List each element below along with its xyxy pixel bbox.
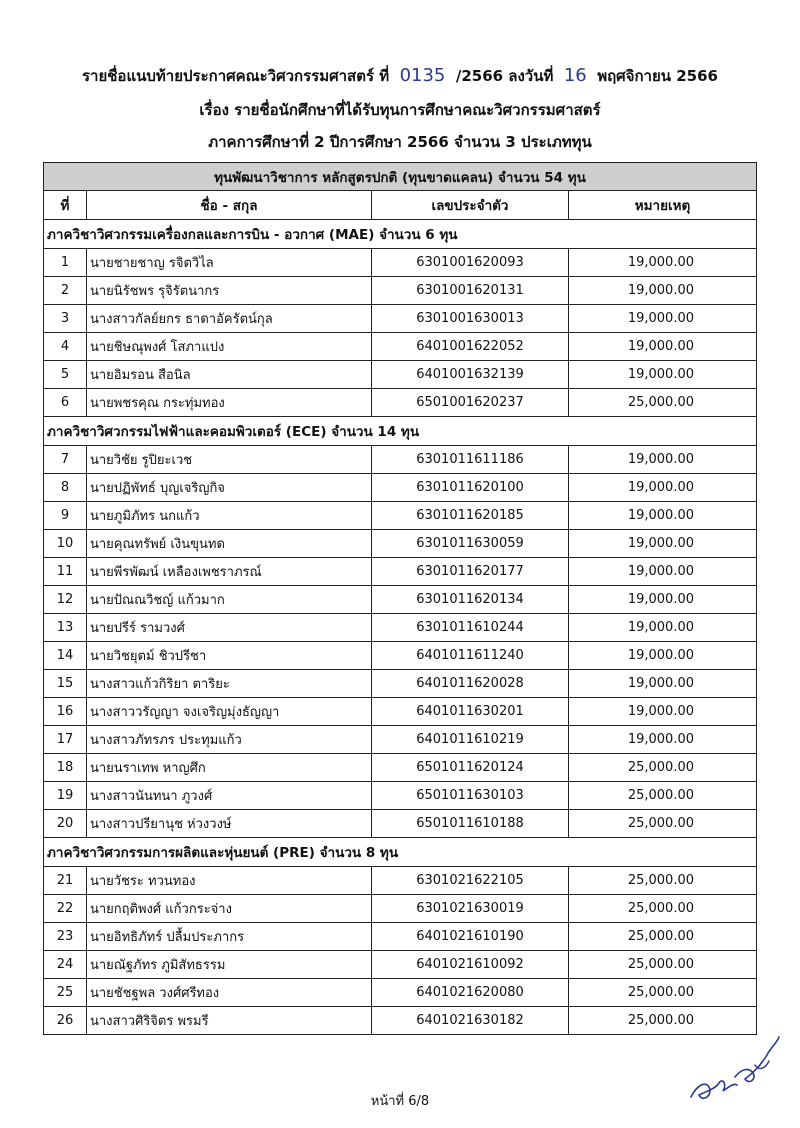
section-title: ภาควิชาวิศวกรรมการผลิตและหุ่นยนต์ (PRE) จำนวน 8 ทุน: [44, 838, 757, 867]
table-row: [44, 333, 757, 361]
table-row: [44, 951, 757, 979]
table-row: [44, 810, 757, 838]
table-row: [44, 642, 757, 670]
table-row: [44, 446, 757, 474]
table-row: [44, 867, 757, 895]
student-name: นายนิรัชพร รุจิรัตนากร: [87, 277, 372, 305]
student-id: 6401011610219: [372, 726, 569, 754]
header-prefix: รายชื่อแนบท้ายประกาศคณะวิศวกรรมศาสตร์ ที่: [81, 67, 390, 85]
scholarship-amount: 19,000.00: [569, 698, 757, 726]
row-number: 26: [44, 1007, 87, 1035]
scholarship-amount: 19,000.00: [569, 249, 757, 277]
scholarship-amount: 19,000.00: [569, 277, 757, 305]
student-id: 6501011610188: [372, 810, 569, 838]
scholarship-amount: 25,000.00: [569, 782, 757, 810]
row-number: 8: [44, 474, 87, 502]
student-id: 6301011620177: [372, 558, 569, 586]
student-id: 6301001620131: [372, 277, 569, 305]
student-id: 6401021610190: [372, 923, 569, 951]
student-name: นายพชรคุณ กระทุ่มทอง: [87, 389, 372, 417]
row-number: 3: [44, 305, 87, 333]
row-number: 21: [44, 867, 87, 895]
scholarship-amount: 19,000.00: [569, 333, 757, 361]
table-row: [44, 361, 757, 389]
column-header-student-id: เลขประจำตัว: [372, 191, 569, 220]
row-number: 4: [44, 333, 87, 361]
scholarship-amount: 25,000.00: [569, 951, 757, 979]
student-id: 6301011610244: [372, 614, 569, 642]
scholarship-amount: 19,000.00: [569, 446, 757, 474]
student-name: นายชิษณุพงศ์ โสภาแปง: [87, 333, 372, 361]
column-header-no: ที่: [44, 191, 87, 220]
student-name: นายกฤติพงศ์ แก้วกระจ่าง: [87, 895, 372, 923]
scholarship-amount: 25,000.00: [569, 979, 757, 1007]
table-row: [44, 558, 757, 586]
row-number: 25: [44, 979, 87, 1007]
student-name: นายคุณทรัพย์ เงินขุนทด: [87, 530, 372, 558]
row-number: 24: [44, 951, 87, 979]
section-title: ภาควิชาวิศวกรรมเครื่องกลและการบิน - อวกาศ (MAE) จำนวน 6 ทุน: [44, 220, 757, 249]
row-number: 11: [44, 558, 87, 586]
section-row: [44, 417, 757, 446]
scholarship-amount: 19,000.00: [569, 361, 757, 389]
row-number: 20: [44, 810, 87, 838]
student-name: นายอิทธิภัทร์ ปลื้มประภากร: [87, 923, 372, 951]
student-name: นายวิชัย รูปิยะเวช: [87, 446, 372, 474]
row-number: 13: [44, 614, 87, 642]
scholarship-amount: 19,000.00: [569, 530, 757, 558]
scholarship-amount: 19,000.00: [569, 726, 757, 754]
table-row: [44, 305, 757, 333]
scholarship-amount: 19,000.00: [569, 558, 757, 586]
student-name: นายนราเทพ หาญศึก: [87, 754, 372, 782]
header-line-1: [0, 64, 800, 88]
table-header-row: [44, 191, 757, 220]
scholarship-table: [43, 162, 757, 1035]
student-name: นางสาววรัญญา จงเจริญมุ่งธัญญา: [87, 698, 372, 726]
student-id: 6301021630019: [372, 895, 569, 923]
student-id: 6401021620080: [372, 979, 569, 1007]
header-line-2: เรื่อง รายชื่อนักศึกษาที่ได้รับทุนการศึกษาคณะวิศวกรรมศาสตร์: [199, 101, 601, 119]
column-header-remark: หมายเหตุ: [569, 191, 757, 220]
table-row: [44, 389, 757, 417]
document-number: 0135: [399, 65, 446, 86]
student-name: นางสาวกัลย์ยกร ธาดาอัครัตน์กุล: [87, 305, 372, 333]
table-title: ทุนพัฒนาวิชาการ หลักสูตรปกติ (ทุนขาดแคลน) จำนวน 54 ทุน: [44, 163, 757, 191]
header-line-3: ภาคการศึกษาที่ 2 ปีการศึกษา 2566 จำนวน 3 ประเภททุน: [208, 133, 592, 151]
student-name: นายณัฐภัทร ภูมิสัทธรรม: [87, 951, 372, 979]
page-number: หน้าที่ 6/8: [370, 1094, 430, 1109]
student-name: นายชัชฐพล วงศ์ศรีทอง: [87, 979, 372, 1007]
table-row: [44, 474, 757, 502]
table-row: [44, 782, 757, 810]
student-id: 6401021630182: [372, 1007, 569, 1035]
table-row: [44, 670, 757, 698]
scholarship-amount: 25,000.00: [569, 810, 757, 838]
student-id: 6301011620134: [372, 586, 569, 614]
row-number: 5: [44, 361, 87, 389]
student-name: นางสาวแก้วกิริยา ตาริยะ: [87, 670, 372, 698]
student-id: 6301011620185: [372, 502, 569, 530]
table-row: [44, 726, 757, 754]
student-id: 6301001630013: [372, 305, 569, 333]
student-id: 6301021622105: [372, 867, 569, 895]
section-row: [44, 220, 757, 249]
student-id: 6301001620093: [372, 249, 569, 277]
table-title-row: [44, 163, 757, 191]
student-id: 6501001620237: [372, 389, 569, 417]
row-number: 16: [44, 698, 87, 726]
student-name: นายชายชาญ รจิตวิไล: [87, 249, 372, 277]
table-row: [44, 614, 757, 642]
scholarship-amount: 25,000.00: [569, 923, 757, 951]
student-id: 6401001622052: [372, 333, 569, 361]
student-id: 6301011630059: [372, 530, 569, 558]
student-name: นางสาวภัทรภร ประทุมแก้ว: [87, 726, 372, 754]
student-id: 6501011630103: [372, 782, 569, 810]
student-id: 6401021610092: [372, 951, 569, 979]
table-row: [44, 249, 757, 277]
scholarship-amount: 19,000.00: [569, 305, 757, 333]
scholarship-amount: 25,000.00: [569, 895, 757, 923]
row-number: 7: [44, 446, 87, 474]
student-name: นายพีรพัฒน์ เหลืองเพชราภรณ์: [87, 558, 372, 586]
student-id: 6301011620100: [372, 474, 569, 502]
row-number: 17: [44, 726, 87, 754]
scholarship-amount: 19,000.00: [569, 614, 757, 642]
student-name: นางสาวศิริจิตร พรมรี: [87, 1007, 372, 1035]
scholarship-amount: 19,000.00: [569, 670, 757, 698]
student-name: นางสาวนันทนา ภูวงศ์: [87, 782, 372, 810]
student-name: นายอิมรอน สือนิล: [87, 361, 372, 389]
student-name: นายปัณณวิชญ์ แก้วมาก: [87, 586, 372, 614]
row-number: 15: [44, 670, 87, 698]
section-title: ภาควิชาวิศวกรรมไฟฟ้าและคอมพิวเตอร์ (ECE) จำนวน 14 ทุน: [44, 417, 757, 446]
row-number: 14: [44, 642, 87, 670]
student-name: นายปรีร์ รามวงศ์: [87, 614, 372, 642]
section-row: [44, 838, 757, 867]
scholarship-amount: 19,000.00: [569, 502, 757, 530]
table-row: [44, 1007, 757, 1035]
row-number: 19: [44, 782, 87, 810]
table-row: [44, 502, 757, 530]
table-row: [44, 895, 757, 923]
row-number: 12: [44, 586, 87, 614]
table-row: [44, 277, 757, 305]
scholarship-amount: 25,000.00: [569, 1007, 757, 1035]
row-number: 1: [44, 249, 87, 277]
table-row: [44, 586, 757, 614]
row-number: 9: [44, 502, 87, 530]
student-name: นายวัชระ ทวนทอง: [87, 867, 372, 895]
scholarship-amount: 19,000.00: [569, 586, 757, 614]
row-number: 10: [44, 530, 87, 558]
row-number: 6: [44, 389, 87, 417]
column-header-name: ชื่อ - สกุล: [87, 191, 372, 220]
header-mid: /2566 ลงวันที่: [455, 67, 554, 85]
student-name: นายปฏิพัทธ์ บุญเจริญกิจ: [87, 474, 372, 502]
row-number: 22: [44, 895, 87, 923]
table-row: [44, 923, 757, 951]
scholarship-amount: 19,000.00: [569, 642, 757, 670]
table-row: [44, 754, 757, 782]
scholarship-amount: 19,000.00: [569, 474, 757, 502]
student-name: นางสาวปรียานุช ห่วงวงษ์: [87, 810, 372, 838]
scholarship-amount: 25,000.00: [569, 389, 757, 417]
row-number: 2: [44, 277, 87, 305]
document-day: 16: [563, 65, 587, 86]
student-id: 6401011630201: [372, 698, 569, 726]
row-number: 23: [44, 923, 87, 951]
table-row: [44, 530, 757, 558]
scholarship-amount: 25,000.00: [569, 754, 757, 782]
student-id: 6401011620028: [372, 670, 569, 698]
table-row: [44, 979, 757, 1007]
student-id: 6401001632139: [372, 361, 569, 389]
scholarship-amount: 25,000.00: [569, 867, 757, 895]
table-row: [44, 698, 757, 726]
student-id: 6301011611186: [372, 446, 569, 474]
student-id: 6401011611240: [372, 642, 569, 670]
student-name: นายภูมิภัทร นกแก้ว: [87, 502, 372, 530]
row-number: 18: [44, 754, 87, 782]
student-name: นายวิชยุตม์ ชิวปรีชา: [87, 642, 372, 670]
student-id: 6501011620124: [372, 754, 569, 782]
header-suffix: พฤศจิกายน 2566: [597, 67, 718, 85]
